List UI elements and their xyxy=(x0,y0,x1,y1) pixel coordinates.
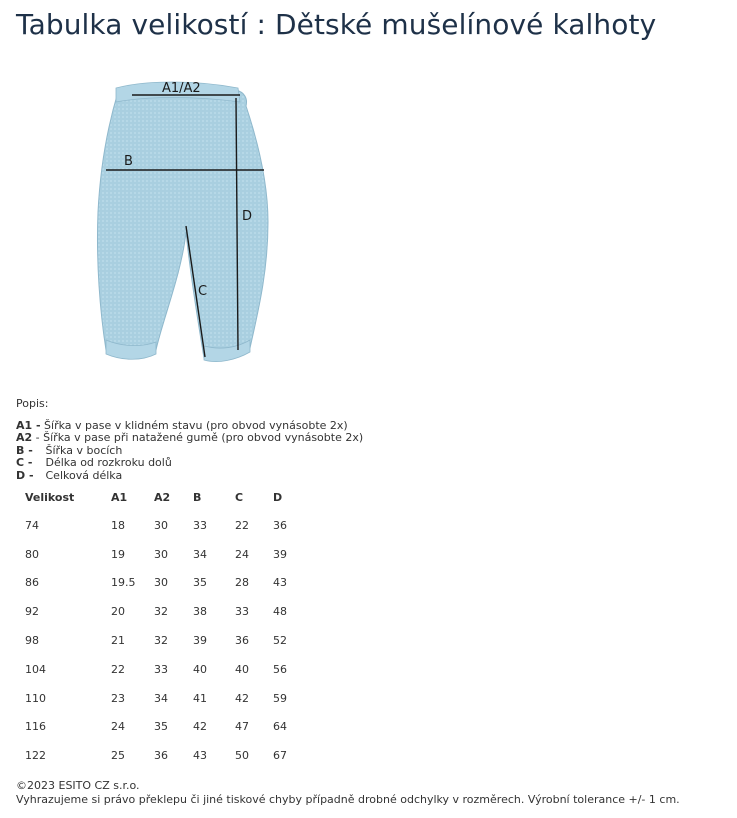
table-cell: 116 xyxy=(25,720,46,734)
table-cell: 43 xyxy=(273,576,287,590)
pants-illustration xyxy=(86,72,286,372)
disclaimer-text: Vyhrazujeme si právo překlepu či jiné tiskové chyby případně drobné odchylky v rozměrech. Výrobní tolerance +/- 1 cm. xyxy=(16,792,680,806)
table-cell: 24 xyxy=(235,547,249,561)
table-cell: 28 xyxy=(235,576,249,590)
description-key: B - xyxy=(16,443,33,457)
description-item xyxy=(16,470,363,483)
table-cell: 36 xyxy=(154,749,168,763)
table-cell: 18 xyxy=(111,518,125,532)
table-cell: 32 xyxy=(154,605,168,619)
table-cell: 33 xyxy=(154,662,168,676)
table-cell: 32 xyxy=(154,634,168,648)
description-text: - Šířka v pase při natažené gumě (pro obvod vynásobte 2x) xyxy=(32,431,364,444)
table-cell: 104 xyxy=(25,662,46,676)
table-cell: 22 xyxy=(235,518,249,532)
table-cell: 23 xyxy=(111,691,125,705)
table-header-cell: A1 xyxy=(111,490,128,504)
table-header-cell: D xyxy=(273,490,283,504)
table-row xyxy=(16,626,313,655)
table-cell: 110 xyxy=(25,691,46,705)
table-header-cell: B xyxy=(193,490,202,504)
table-row xyxy=(16,540,313,569)
table-cell: 30 xyxy=(154,547,168,561)
table-cell: 39 xyxy=(273,547,287,561)
table-header-cell: A2 xyxy=(154,490,171,504)
table-row xyxy=(16,511,313,540)
table-cell: 52 xyxy=(273,634,287,648)
table-cell: 80 xyxy=(25,547,39,561)
table-cell: 67 xyxy=(273,749,287,763)
table-cell: 47 xyxy=(235,720,249,734)
table-row xyxy=(16,655,313,684)
table-row xyxy=(16,741,313,770)
footer xyxy=(16,779,680,806)
table-row xyxy=(16,569,313,598)
table-row xyxy=(16,684,313,713)
description-heading: Popis: xyxy=(16,397,49,410)
table-cell: 30 xyxy=(154,518,168,532)
label-a: A1/A2 xyxy=(162,81,201,96)
table-cell: 33 xyxy=(235,605,249,619)
table-cell: 33 xyxy=(193,518,207,532)
description-key: A1 - xyxy=(16,418,41,432)
table-cell: 98 xyxy=(25,634,39,648)
table-cell: 86 xyxy=(25,576,39,590)
description-key: D - xyxy=(16,468,34,482)
table-cell: 92 xyxy=(25,605,39,619)
table-cell: 25 xyxy=(111,749,125,763)
table-cell: 21 xyxy=(111,634,125,648)
copyright-text: ©2023 ESITO CZ s.r.o. xyxy=(16,779,140,792)
table-cell: 56 xyxy=(273,662,287,676)
table-header-cell: Velikost xyxy=(25,490,75,504)
description-text: Celková délka xyxy=(42,468,123,482)
label-d: D xyxy=(242,209,253,224)
description-text: Délka od rozkroku dolů xyxy=(42,456,172,469)
table-cell: 41 xyxy=(193,691,207,705)
table-cell: 42 xyxy=(235,691,249,705)
table-cell: 30 xyxy=(154,576,168,590)
label-c: C xyxy=(198,284,208,299)
size-table xyxy=(16,483,313,770)
description-block xyxy=(16,398,363,482)
table-cell: 74 xyxy=(25,518,39,532)
page-title: Tabulka velikostí : Dětské mušelínové kalhoty xyxy=(16,8,657,41)
table-header-cell: C xyxy=(235,490,244,504)
table-cell: 35 xyxy=(193,576,207,590)
description-text: Šířka v pase v klidném stavu (pro obvod vynásobte 2x) xyxy=(40,418,348,432)
table-body xyxy=(16,511,313,770)
table-cell: 24 xyxy=(111,720,125,734)
description-key: C - xyxy=(16,456,33,469)
table-cell: 34 xyxy=(154,691,168,705)
table-cell: 122 xyxy=(25,749,46,763)
table-row xyxy=(16,597,313,626)
table-cell: 59 xyxy=(273,691,287,705)
table-row xyxy=(16,713,313,742)
table-cell: 36 xyxy=(273,518,287,532)
description-text: Šířka v bocích xyxy=(42,443,123,457)
table-cell: 35 xyxy=(154,720,168,734)
table-cell: 19 xyxy=(111,547,125,561)
description-key: A2 xyxy=(16,431,33,444)
table-cell: 34 xyxy=(193,547,207,561)
table-cell: 22 xyxy=(111,662,125,676)
table-cell: 20 xyxy=(111,605,125,619)
table-cell: 40 xyxy=(193,662,207,676)
label-b: B xyxy=(124,154,133,169)
table-cell: 42 xyxy=(193,720,207,734)
table-cell: 36 xyxy=(235,634,249,648)
table-cell: 39 xyxy=(193,634,207,648)
table-cell: 50 xyxy=(235,749,249,763)
table-cell: 43 xyxy=(193,749,207,763)
table-cell: 40 xyxy=(235,662,249,676)
table-cell: 19.5 xyxy=(111,576,136,590)
table-header-row xyxy=(16,483,313,511)
table-cell: 38 xyxy=(193,605,207,619)
table-cell: 64 xyxy=(273,720,287,734)
table-cell: 48 xyxy=(273,605,287,619)
